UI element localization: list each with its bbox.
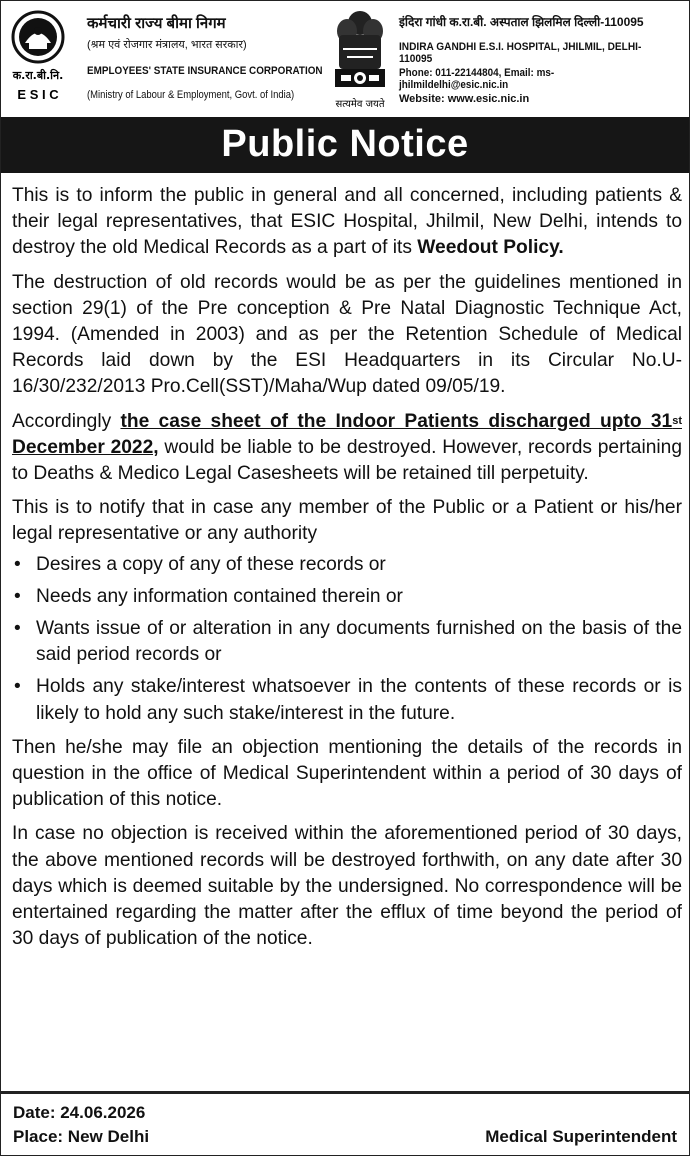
list-item-text: Holds any stake/interest whatsoever in the contents of these records or is likely to hold any such stake/interest in the future. <box>36 676 682 724</box>
emblem-motto: सत्यमेव जयते <box>335 99 385 110</box>
national-emblem <box>325 5 395 113</box>
notice-body <box>12 183 682 952</box>
notice-date: Date: 24.06.2026 <box>13 1103 146 1122</box>
notice-title: Public Notice <box>221 123 469 165</box>
ministry-hindi: (श्रम एवं रोजगार मंत्रालय, भारत सरकार) <box>87 39 247 51</box>
weedout-policy-text: Weedout Policy. <box>417 237 564 259</box>
intro-text: This is to inform the public in general and all concerned, including patients & their legal representatives, that ESIC Hospital, Jhilmil, New Delhi, intends to destroy the old Medical Records as a part of its <box>12 185 682 259</box>
org-name-english: EMPLOYEES' STATE INSURANCE CORPORATION <box>87 65 323 77</box>
paragraph-no-objection: In case no objection is received within the aforementioned period of 30 days, the above mentioned records will be destroyed forthwith, on any date after 30 days which is deemed suitable by the undersigned. No correspondence will be entertained regarding the matter after the efflux of time beyond the period of 30 days of publication of the notice. <box>12 823 682 950</box>
conditions-list <box>12 552 682 727</box>
paragraph-objection: Then he/she may file an objection mentioning the details of the records in question in the office of Medical Superintendent within a period of 30 days of publication of this notice. <box>12 736 682 811</box>
paragraph-intro <box>12 183 682 262</box>
list-item <box>12 584 682 610</box>
accordingly-rest: would be liable to be destroyed. However, records pertaining to Deaths & Medico Legal Casesheets will be retained till perpetuity. <box>12 436 683 485</box>
accordingly-prefix: Accordingly <box>12 410 121 432</box>
list-item <box>12 616 682 668</box>
paragraph-guidelines: The destruction of old records would be as per the guidelines mentioned in section 29(1) of the Pre conception & Pre Natal Diagnostic Technique Act, 1994. (Amended in 2003) and as per the Retention Schedule of Medical Records laid down by the ESI Headquarters in its Circular No.U-16/30/232/2013 Pro.Cell(SST)/Maha/Wup dated 09/05/19. <box>12 271 682 398</box>
footer-divider <box>1 1091 689 1094</box>
list-item-text: Wants issue of or alteration in any documents furnished on the basis of the said period records or <box>36 618 682 666</box>
esic-logo <box>7 9 69 109</box>
logo-text-english: E S I C <box>17 87 59 102</box>
contact-phone-email: Phone: 011-22144804, Email: ms-jhilmildelhi@esic.nic.in <box>399 67 555 91</box>
paragraph-notify: This is to notify that in case any member of the Public or a Patient or his/her legal representative or any authority <box>12 497 682 545</box>
list-item <box>12 674 682 726</box>
list-item <box>12 552 682 578</box>
cutoff-date-text: December 2022, <box>12 436 159 458</box>
case-sheet-text: the case sheet of the Indoor Patients discharged upto 31 <box>120 410 673 432</box>
hospital-name-hindi: इंदिरा गांधी क.रा.बी. अस्पताल झिलमिल दिल्ली-110095 <box>399 15 644 29</box>
bullet-icon: • <box>14 553 21 575</box>
notice-place: Place: New Delhi <box>13 1127 150 1146</box>
letterhead <box>1 1 689 115</box>
org-name-hindi: कर्मचारी राज्य बीमा निगम <box>87 15 226 32</box>
hospital-name-english: INDIRA GANDHI E.S.I. HOSPITAL, JHILMIL, DELHI-110095 <box>399 41 642 65</box>
ministry-english: (Ministry of Labour & Employment, Govt. of India) <box>87 89 295 101</box>
list-item-text: Desires a copy of any of these records or <box>36 553 386 575</box>
bullet-icon: • <box>14 676 21 698</box>
bullet-icon: • <box>14 618 21 640</box>
logo-text-hindi: क.रा.बी.नि. <box>12 69 64 82</box>
paragraph-accordingly <box>12 409 682 488</box>
contact-website: Website: www.esic.nic.in <box>399 93 530 105</box>
signatory: Medical Superintendent <box>485 1127 677 1146</box>
list-item-text: Needs any information contained therein or <box>36 585 403 607</box>
ordinal-suffix: st <box>672 414 682 427</box>
bullet-icon: • <box>14 585 21 607</box>
